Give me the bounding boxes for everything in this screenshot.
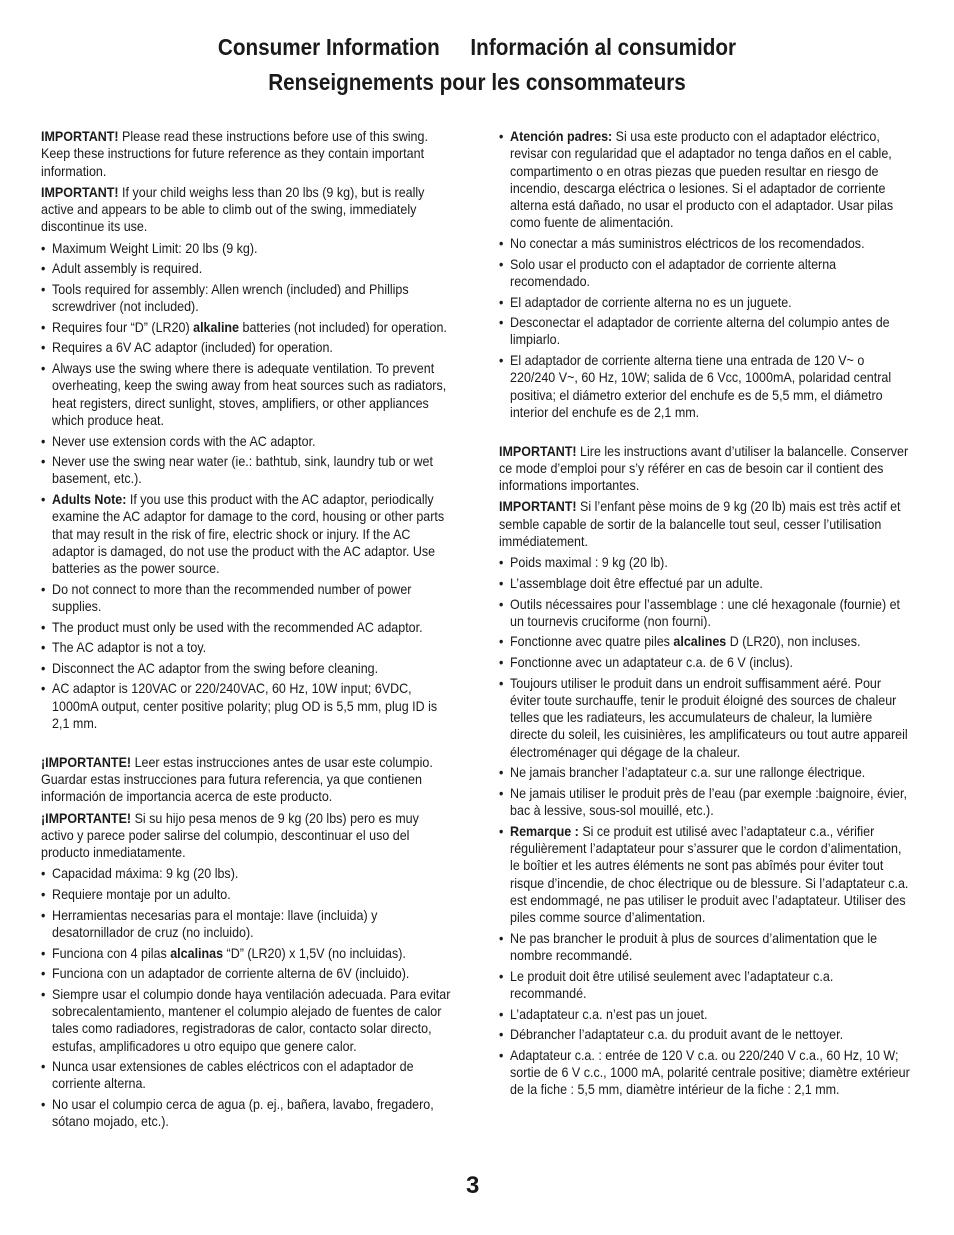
list-item: • Poids maximal : 9 kg (20 lb). xyxy=(499,555,668,571)
right-column xyxy=(499,128,911,1102)
list-item: • Requires a 6V AC adaptor (included) for operation. xyxy=(41,340,333,356)
title-english: Consumer Information xyxy=(217,34,440,60)
page-header xyxy=(48,30,907,100)
spanish-intro-2: ¡IMPORTANTE! Si su hijo pesa menos de 9 kg (20 lbs) pero es muy activo y parece poder salirse del columpio, descontinuar el uso del producto inmediatamente. xyxy=(41,810,419,861)
list-item: • Never use extension cords with the AC adaptor. xyxy=(41,433,316,449)
list-item: • Funciona con 4 pilas alcalinas “D” (LR20) x 1,5V (no incluidas). xyxy=(41,945,406,961)
list-item: • Atención padres: Si usa este producto con el adaptador eléctrico, revisar con regularidad que el adaptador no tenga daños en el cable, compartimento o en otras piezas que pueden resultar en riesgo de incendio, descarga eléctrica o lesiones. Si el adaptador de corriente alterna está dañado, no usar el producto con el adaptador. Usar pilas como fuente de alimentación. xyxy=(499,129,894,231)
list-item: • El adaptador de corriente alterna no es un juguete. xyxy=(499,294,792,310)
list-item: • Toujours utiliser le produit dans un endroit suffisamment aéré. Pour éviter toute surchauffe, tenir le produit éloigné des sources de chaleur telles que les radiateurs, les accumulateurs de chaleur, la lumière directe du soleil, les cuisinières, les amplificateurs ou tout autre appareil électroménager qui dégage de la chaleur. xyxy=(499,675,908,760)
french-intro-1: IMPORTANT! Lire les instructions avant d’utiliser la balancelle. Conserver ce mode d’emploi pour s’y référer en cas de besoin car il contient des informations importantes. xyxy=(499,443,909,494)
list-item: • Adults Note: If you use this product with the AC adaptor, periodically examine the AC adaptor for damage to the cord, housing or other parts that may result in the risk of fire, electric shock or injury. If the AC adaptor is damaged, do not use the product with the AC adaptor. Use batteries as the power source. xyxy=(41,492,445,577)
list-item: • Ne pas brancher le produit à plus de sources d’alimentation que le nombre recommandé. xyxy=(499,930,878,964)
list-item: • Nunca usar extensiones de cables eléctricos con el adaptador de corriente alterna. xyxy=(41,1059,414,1092)
list-item: • Fonctionne avec un adaptateur c.a. de 6 V (inclus). xyxy=(499,654,793,670)
left-column xyxy=(41,128,455,1134)
list-item: • Always use the swing where there is adequate ventilation. To prevent overheating, keep the swing away from heat sources such as radiators, heat registers, direct sunlight, stoves, amplifiers, or other appliances which produce heat. xyxy=(41,361,447,428)
list-item: • The AC adaptor is not a toy. xyxy=(41,640,207,656)
list-item: • Desconectar el adaptador de corriente alterna del columpio antes de limpiarlo. xyxy=(499,315,890,348)
list-item: • Herramientas necesarias para el montaje: llave (incluida) y desatornillador de cruz (no incluido). xyxy=(41,907,378,940)
list-item: • Maximum Weight Limit: 20 lbs (9 kg). xyxy=(41,240,258,256)
spanish-section xyxy=(41,754,455,1131)
list-item: • Do not connect to more than the recommended number of power supplies. xyxy=(41,581,412,615)
list-item: • Funciona con un adaptador de corriente alterna de 6V (incluido). xyxy=(41,966,410,982)
spanish-section-continued xyxy=(499,128,911,421)
list-item: • No conectar a más suministros eléctricos de los recomendados. xyxy=(499,236,865,252)
header-line-1 xyxy=(48,30,907,65)
list-item: • Solo usar el producto con el adaptador de corriente alterna recomendado. xyxy=(499,256,837,289)
list-item: • Requiere montaje por un adulto. xyxy=(41,887,231,903)
spanish-intro-1: ¡IMPORTANTE! Leer estas instrucciones antes de usar este columpio. Guardar estas instrucciones para futura referencia, ya que contienen información de importancia acerca de este producto. xyxy=(41,754,433,805)
page-number: 3 xyxy=(466,1172,480,1199)
list-item: • Tools required for assembly: Allen wrench (included) and Phillips screwdriver (not included). xyxy=(41,281,409,315)
list-item: • Ne jamais utiliser le produit près de l’eau (par exemple :baignoire, évier, bac à lessive, sous-sol mouillé, etc.). xyxy=(499,785,907,819)
list-item: • Siempre usar el columpio donde haya ventilación adecuada. Para evitar sobrecalentamiento, mantener el columpio alejado de fuentes de calor tales como radiadores, registradoras de calor, contacto solar directo, estufas, amplificadores u otro equipo que genere calor. xyxy=(41,986,451,1054)
french-intro-2: IMPORTANT! Si l’enfant pèse moins de 9 kg (20 lb) mais est très actif et semble capable de sortir de la balancelle tout seul, cesser l’utilisation immédiatement. xyxy=(499,499,901,550)
list-item: • Débrancher l’adaptateur c.a. du produit avant de le nettoyer. xyxy=(499,1027,844,1043)
list-item: • Le produit doit être utilisé seulement avec l’adaptateur c.a. recommandé. xyxy=(499,968,834,1002)
english-intro-1: IMPORTANT! Please read these instructions before use of this swing. Keep these instructions for future reference as they contain important information. xyxy=(41,129,428,179)
french-section xyxy=(499,443,911,1099)
list-item: • Ne jamais brancher l’adaptateur c.a. sur une rallonge électrique. xyxy=(499,765,866,781)
list-item: • No usar el columpio cerca de agua (p. ej., bañera, lavabo, fregadero, sótano mojado, etc.). xyxy=(41,1097,434,1130)
list-item: • Requires four “D” (LR20) alkaline batteries (not included) for operation. xyxy=(41,319,447,335)
list-item: • Capacidad máxima: 9 kg (20 lbs). xyxy=(41,866,239,882)
list-item: • Fonctionne avec quatre piles alcalines D (LR20), non incluses. xyxy=(499,634,861,650)
list-item: • Adaptateur c.a. : entrée de 120 V c.a. ou 220/240 V c.a., 60 Hz, 10 W; sortie de 6 V c.c., 1000 mA, polarité centrale positive; diamètre extérieur de la fiche : 5,5 mm, diamètre intérieur de la fiche : 2,1 mm. xyxy=(499,1047,910,1098)
english-section xyxy=(41,128,455,732)
list-item: • Remarque : Si ce produit est utilisé avec l’adaptateur c.a., vérifier régulièrement l’adaptateur pour s’assurer que le cordon d’alimentation, le boîtier et les autres éléments ne sont pas abîmés pour éviter tout risque d’incendie, de choc électrique ou de blessure. Si l’adaptateur c.a. est endommagé, ne pas utiliser le produit avec l’adaptateur. Utiliser des piles comme source d’alimentation. xyxy=(499,823,909,926)
list-item: • El adaptador de corriente alterna tiene una entrada de 120 V~ o 220/240 V~, 60 Hz, 10W; salida de 6 Vcc, 1000mA, polaridad central positiva; el diámetro exterior del enchufe es de 5,5 mm, el diámetro interior del enchufe es de 2,1 mm. xyxy=(499,353,892,420)
list-item: • L’adaptateur c.a. n’est pas un jouet. xyxy=(499,1006,708,1022)
list-item: • The product must only be used with the recommended AC adaptor. xyxy=(41,619,423,635)
title-french: Renseignements pour les consommateurs xyxy=(268,69,686,95)
list-item: • Never use the swing near water (ie.: bathtub, sink, laundry tub or wet basement, etc.). xyxy=(41,454,433,487)
list-item: • Adult assembly is required. xyxy=(41,261,203,277)
english-intro-2: IMPORTANT! If your child weighs less than 20 lbs (9 kg), but is really active and appears to be able to climb out of the swing, immediately discontinue its use. xyxy=(41,184,425,235)
list-item: • Outils nécessaires pour l’assemblage : une clé hexagonale (fournie) et un tournevis cruciforme (non fourni). xyxy=(499,596,901,629)
list-item: • L’assemblage doit être effectué par un adulte. xyxy=(499,575,763,591)
title-spanish: Información al consumidor xyxy=(470,34,737,60)
list-item: • Disconnect the AC adaptor from the swing before cleaning. xyxy=(41,660,379,676)
list-item: • AC adaptor is 120VAC or 220/240VAC, 60 Hz, 10W input; 6VDC, 1000mA output, center positive polarity; plug OD is 5,5 mm, plug ID is 2,1 mm. xyxy=(41,681,438,732)
